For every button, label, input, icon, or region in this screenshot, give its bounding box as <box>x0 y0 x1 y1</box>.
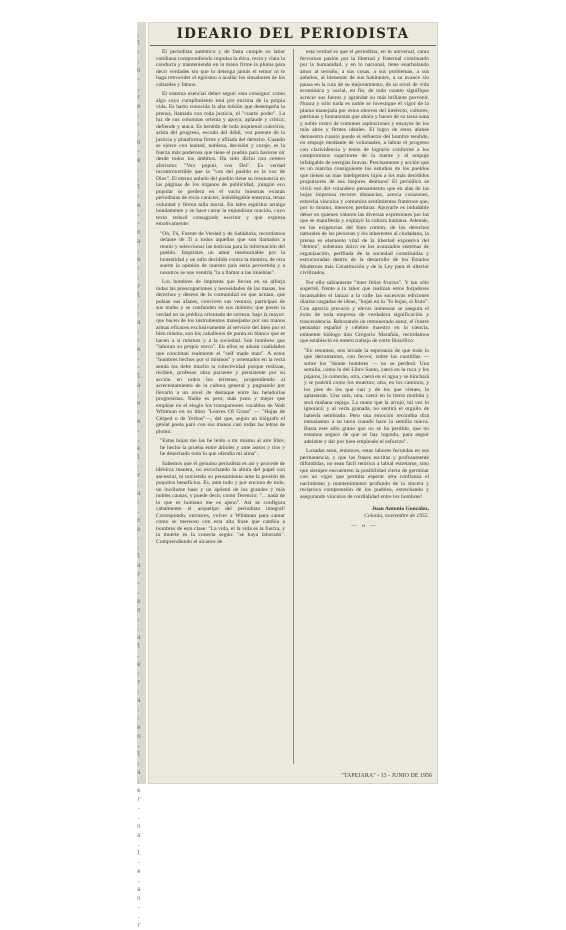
quoted-prayer: "Oh, Tú, Fuente de Verdad y de Sabiduría, recordamos delante de Ti a todos aquellos que son llamados a reunir y seleccionar las noticias para la información del pueblo. Inspírales un amor insobornable por la honestidad y un odio decidido contra la mentira, de otra suerte la opinión de nuestro país sería pervertida y a nosotros se nos vendría "la a llamar a las tinieblas". <box>160 230 285 276</box>
paragraph: El sistema esencial deber seguir esta consigna: como algo cuyo cumplimiento está por encima de la propia vida. Es harto conocida la alta misión que desempeña la prensa, llamada con toda justicia, el "cuarto poder". La luz de sus columnas orienta y apoya; aplaude y critica; defiende y ataca. Es heraldo de toda inquietud colectiva, arista del progreso, escudo del débil, voz potente de la justicia y plataforma firme y afilada del derecho. Cuando se ejerce con lealtad, nobleza, decisión y coraje, es la fuerza más poderosa que tiene el pueblo para hacerse oír desde todos los ámbitos. Ha sido dicho con certero aforismo: "Vox populi, vox Dei". Es verdad incontrovertible que la "voz del pueblo es la voz de Dios". El eterno anhelo del pueblo tiene su resonancia en las páginas de los órganos de publicidad, ¡ningún eco popular se perderá en el vacío mientras existan periodistas de recio carácter, indoblegable entereza, tenaz voluntad y férrea talla moral. En tales espíritus arraiga hondamente y se hace carne la enjundiosa oración, cuyo texto reducé consagrado escritor y que expresa emotivamente: <box>156 91 285 227</box>
maranon-quote: "En resumen, nos invade la esperanza de que todo lo que derramamos, con fervor, sobre las cuartillas — sobre los "donde hombres — no se perderá. Una semilla, como la del Libro Santo, caerá en la roca y los pájaros, la comerán, otra, caerá en el agua y se hinchará y se pudrirá como los muertos; otra, en los caminos, y los pies de los que van y de los que vienen, la aplastarán. Una sola, una, caerá en la tierra mullida y será mañana espiga. La mano que la arrojó, tal vez lo ignorará; y al verla granada, no sentirá el orgullo de haberla sembrado. Pero una emoción recóndita dirá entusiasmo a su tarea cuando hace la semilla nueva. Basta este sólo grano que no se ha perdido, que no estamos seguro de que se hay logrado, para seguir adelante y dar por bien empleado el esfuerzo". <box>304 347 429 445</box>
paragraph: Los hombres de imprenta que llevan en su alforja todas las preocupaciones y necesidades de las masas, los derechos y deseos de la comunidad en que actúan, que pulsan sus afanes, conviven sus ventura, participan de sus males y se confunden en sus dolores; que posen la verdad en su prédica orientada de certeza; bajo la mayor: que hacen de los instrumentos manejados por sus manos armas eficaces exclusivamente al servicio del bien por el bien mismo, son los caballeros de punta en blanco que se hacen a sí mismos y a la sociedad. Son hombres que "laboran su propio surco". En ellos se aúnan cualidades que concretan realmente el "self made man". A estos "hombres hechos por sí mismos" y orientados en la recta senda los debe mucho la colectividad porque realizan, reciben, profesan obra paciente y persistente por su acción en todos los terrenos, propendiendo al acrecentamiento de la cultura general y pugnando por llevarlo a un nivel de destaque entre las heladorias progresistas. Nadie es peor, más justo y mejor que emplear en el elogio los transparentes vocablos de Walt Whitman en su libro "Leaves Of Grass" — "Hojas de Césped o de Yerbas"—, del que, según un biógrafo el genial poeta paró con sus manos casi todas las letras de plomo: <box>156 279 285 435</box>
place-date: Colonia, noviembre de 1955. <box>364 512 429 519</box>
column-left <box>156 49 285 769</box>
column-divider <box>293 49 294 764</box>
end-mark: — o — <box>351 523 378 529</box>
author-signature: Juan Antonio González, <box>371 506 429 512</box>
page-footer: "TAPEJARA" - 13 - JUNIO DE 1956 <box>341 773 432 779</box>
title-rule <box>150 45 436 46</box>
paragraph: El periodista auténtico y de fasta cumple su labor cotidiana comprendiendo impulsa la ética, recta y clara la conducta y manteniendo en la mano firme la pluma para decir verdades sin que lo detenga jamás el temor ni le haga retroceder el egoísmo a acallar los sinsabores de los cobardes y fatuos. <box>156 49 285 88</box>
paragraph: Lozadas sean, entonces, estas labores fecundas en sus permanencia, y que las frases escritas y profusamente difundidas, no sean fácil retórica a labial estrelarse, sino que siempre encuentren la posibilidad cierta de germinar con un vigor que permita esperar otra confianza el nacimiento y mantenimiento profundo de la sincera y recíproca comprensión de los pueblos, estrechando y asegurando vínculos de cordialidad entre los hombres! <box>300 448 429 500</box>
article-title: IDEARIO DEL PERIODISTA <box>176 26 410 42</box>
paragraph: Por ello sabiamente "inter felise fructus". Y tan sólo sugeriré, frente a la labor que realizan estos forjadores incansables el lanzar a la calle las sucesivas ediciones diarias cargadas de ideas, "hojas en lo "lo hojas, si fruto". Con aprecio precario y elevar inmensas se asegura el éxito de toda empresa de verdadera significación y trascendencia. Rebozando un remunerado autor, el ilustre pensador español y célebre maestro en la ciencia, eminente biólogo don Gregorio Marañón, recordamos que estableció en entero trabajo de corte filosófico: <box>300 279 429 344</box>
paragraph: Sabemos que el genuino periodista es así y procede de idéntica manera, no escuchando la altura del papel con ancestral, ni torciendo su pensamiento ante la presión de poquitos beneficios. Es, ante todo y por encima de todo, un incólume base y un apóstol de los grandes y más nobles causas, y puede decir, como Terencio: "... nada de lo que es humano me es ajeno". Así se configura cabalmente el arquetipo del periodista integral! Correspondo, entonces, volver a Whitman para cantar como se merecen con esta alta frase que cambia a hombres de esta clase: "La vida, el la vida es la fuerza, y la muerte es la conecta según: "se haya laborado". Comprendiendo el alcance de <box>156 460 285 545</box>
whitman-quote: "Estas hojas me las he leído a mí mismo al aire libre, he hecho la prueba entre árboles y ante astros y ríos y he desechado todo lo que ofendía mi alma". <box>160 438 285 457</box>
column-right <box>300 49 429 769</box>
paragraph: esta verdad es que el periodista, en lo universal, canta fervoroso pasión por la libertad y fraternal continuado por la humanidad, y en lo nacional, tiene enarbolando amor al terruño, a sus cosas, a sus problemas, a sus anhelos, al bienestar de sus habitantes, a su avance sin pausa en la ruta de su mejoramiento, de su nivel de vida económica y social, en fin, de todo cuanto signifique acrecer sus fueros y agrandar su más brillante porvenir. Nunca y sólo nada es noble se investigue el vigor de la pluma manejada por estos obreros del intelecto, cultores, patriotas y humanistas que ahora y hacen de su tarea sana y noble rostro de comunes aspiraciones y ensayos de los más altos y firmes ideales. El logro de estos afanes demuestra cuanto puede el esfuerzo del hombre tendido, en empuje mediante de voluntades, a labrar el progreso con clarividencia y tesón de logrario conformé a los compromisos superiores de la mente y al empuje infatigable de energías bravas. Precisamente y acción que es un marcha consiguiente los estudios de los pueblos que tienen su mas inteligentes hijos a los más decididos propulsores de sus mejores destinos! El periódico se vivió vez del volandero pensamiento que en alas de las hojas imprensa recorre distancias, acerca corazones, estrecha vínculos y comunica sentimientos fraternos que, por lo mismo, merecen perdurar. Apoyarle es indudable deber en quienes valoren las diversas expresiones por las que se manifiesta y explayó la cultura humana. Además, en las exigencias del bien común, de los derechos naturales de las personas y los inherentes al ciudadano, la prensa es elemento vital de la libertad expresiva del "demos", soberano único en los avanzados sistemas de organización, perfilada de la sociedad constituidas y estructuradas dentro de la desarrollo de los Estados Modernos más Constitución y de la Ley para el ulterior civilizados. <box>300 49 429 276</box>
adjacent-column-fragments: . l - . n - , r e . - ; n - e . . l - e . - n a . e - . r l . - a . - e . - l a . n - e . , e l - r . a - . n e - . l a r - . e n - . a l . e - r . a . - e n . l - a . e r - . n a . l - e . a n - . r <box>137 31 141 929</box>
